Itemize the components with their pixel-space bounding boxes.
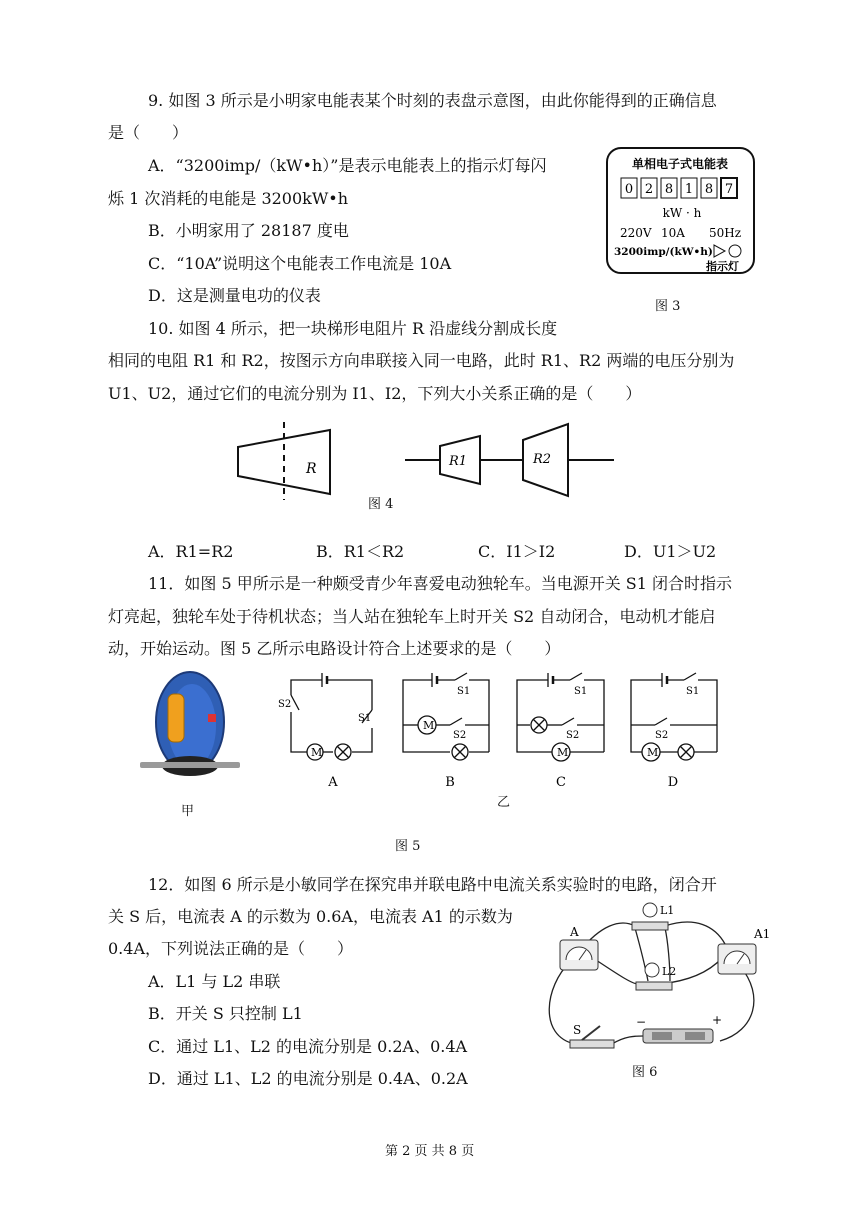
q12-stem-line2: 关 S 后，电流表 A 的示数为 0.6A，电流表 A1 的示数为 <box>108 907 513 926</box>
q12-stem-line1: 12．如图 6 所示是小敏同学在探究串并联电路中电流关系实验时的电路，闭合开 <box>148 875 717 894</box>
switch-label: S1 <box>574 686 588 697</box>
q9-option-c: C．“10A”说明这个电能表工作电流是 10A <box>148 254 452 273</box>
q9-option-a-line1: A．“3200imp/（kW•h）”是表示电能表上的指示灯每闪 <box>148 156 547 175</box>
q11-stem-line3: 动，开始运动。图 5 乙所示电路设计符合上述要求的是（ ） <box>108 639 561 658</box>
meter-digit: 1 <box>684 182 694 197</box>
fig4-caption: 图 4 <box>368 497 394 512</box>
q10-stem-line2: 相同的电阻 R1 和 R2，按图示方向串联接入同一电路，此时 R1、R2 两端的电压分别为 <box>108 351 735 370</box>
motor-label: M <box>423 719 435 732</box>
switch-label: S2 <box>566 730 580 741</box>
meter-frequency: 50Hz <box>709 226 742 240</box>
ammeter-a1-label: A1 <box>754 927 770 941</box>
fig5-caption: 图 5 <box>395 839 421 854</box>
meter-digit-decimal: 7 <box>724 182 734 197</box>
q9-stem-line2: 是（ ） <box>108 123 189 142</box>
q12-option-a: A．L1 与 L2 串联 <box>148 972 281 991</box>
switch-label: S2 <box>453 730 467 741</box>
lamp-l2 <box>636 963 676 990</box>
resistor-r-label: R <box>306 461 317 477</box>
meter-title: 单相电子式电能表 <box>631 157 729 171</box>
circuit-d <box>631 673 717 761</box>
meter-digit: 8 <box>664 182 674 197</box>
motor-label: M <box>647 746 659 759</box>
q12-option-b: B．开关 S 只控制 L1 <box>148 1004 303 1023</box>
meter-unit: kW · h <box>662 206 702 220</box>
meter-indicator-label: 指示灯 <box>706 260 739 273</box>
circuit-b <box>403 673 489 760</box>
label-jia: 甲 <box>181 804 195 819</box>
lamp-l2-label: L2 <box>662 965 677 978</box>
ammeter-a1 <box>718 927 770 974</box>
electric-meter-figure <box>606 146 756 276</box>
meter-voltage: 220V <box>620 226 652 240</box>
meter-digit: 2 <box>644 182 654 197</box>
q12-option-c: C．通过 L1、L2 的电流分别是 0.2A、0.4A <box>148 1037 468 1056</box>
circuit-diagrams <box>270 670 720 800</box>
q10-option-d: D．U1＞U2 <box>624 542 717 561</box>
fig6-caption: 图 6 <box>632 1065 658 1080</box>
switch-s <box>570 1023 614 1048</box>
lamp-l1-label: L1 <box>660 904 675 917</box>
page-footer: 第 2 页 共 8 页 <box>385 1144 475 1159</box>
fig3-caption: 图 3 <box>655 299 681 314</box>
switch-label: S1 <box>686 686 700 697</box>
indicator-light-icon <box>729 245 741 257</box>
switch-label: S2 <box>278 699 292 710</box>
circuit-label: A <box>328 775 338 790</box>
q12-option-d: D．通过 L1、L2 的电流分别是 0.4A、0.2A <box>148 1069 468 1088</box>
battery <box>636 1013 722 1043</box>
q9-stem-line1: 9. 如图 3 所示是小明家电能表某个时刻的表盘示意图，由此你能得到的正确信息 <box>148 91 717 110</box>
resistor-r1-label: R1 <box>449 454 468 469</box>
switch-label: S1 <box>358 713 372 724</box>
q11-stem-line2: 灯亮起，独轮车处于待机状态；当人站在独轮车上时开关 S2 自动闭合，电动机才能启 <box>108 607 716 626</box>
circuit-label: D <box>667 775 679 790</box>
meter-digit: 8 <box>704 182 714 197</box>
switch-label: S2 <box>655 730 669 741</box>
circuit-label: C <box>556 775 566 790</box>
switch-label: S1 <box>457 686 471 697</box>
q9-option-d: D．这是测量电功的仪表 <box>148 286 321 305</box>
switch-s-label: S <box>573 1023 582 1037</box>
ammeter-a-label: A <box>570 925 579 939</box>
motor-label: M <box>311 746 323 759</box>
motor-label: M <box>557 746 569 759</box>
label-yi: 乙 <box>497 795 511 810</box>
circuit-label: B <box>445 775 455 790</box>
q10-option-c: C．I1＞I2 <box>478 542 556 561</box>
meter-imp: 3200imp/(kW•h) <box>614 246 713 258</box>
q10-option-a: A．R1=R2 <box>148 542 234 561</box>
q10-stem-line1: 10. 如图 4 所示，把一块梯形电阻片 R 沿虚线分割成长度 <box>148 319 558 338</box>
q10-option-b: B．R1＜R2 <box>316 542 405 561</box>
resistor-r2-label: R2 <box>533 452 552 467</box>
battery-plus: + <box>712 1013 723 1027</box>
resistor-figure <box>230 422 620 502</box>
lamp-l1 <box>632 903 674 930</box>
q10-stem-line3: U1、U2，通过它们的电流分别为 I1、I2，下列大小关系正确的是（ ） <box>108 384 642 403</box>
q9-option-a-line2: 烁 1 次消耗的电能是 3200kW•h <box>108 189 349 208</box>
experiment-circuit-figure <box>540 896 770 1061</box>
q12-stem-line3: 0.4A，下列说法正确的是（ ） <box>108 939 354 958</box>
meter-digit: 0 <box>624 182 634 197</box>
q11-stem-line1: 11．如图 5 甲所示是一种颇受青少年喜爱电动独轮车。当电源开关 S1 闭合时指示 <box>148 574 733 593</box>
ammeter-a <box>560 925 598 970</box>
battery-minus: − <box>636 1015 647 1029</box>
q9-option-b: B．小明家用了 28187 度电 <box>148 221 349 240</box>
unicycle-image <box>140 670 250 785</box>
meter-current: 10A <box>661 226 685 240</box>
